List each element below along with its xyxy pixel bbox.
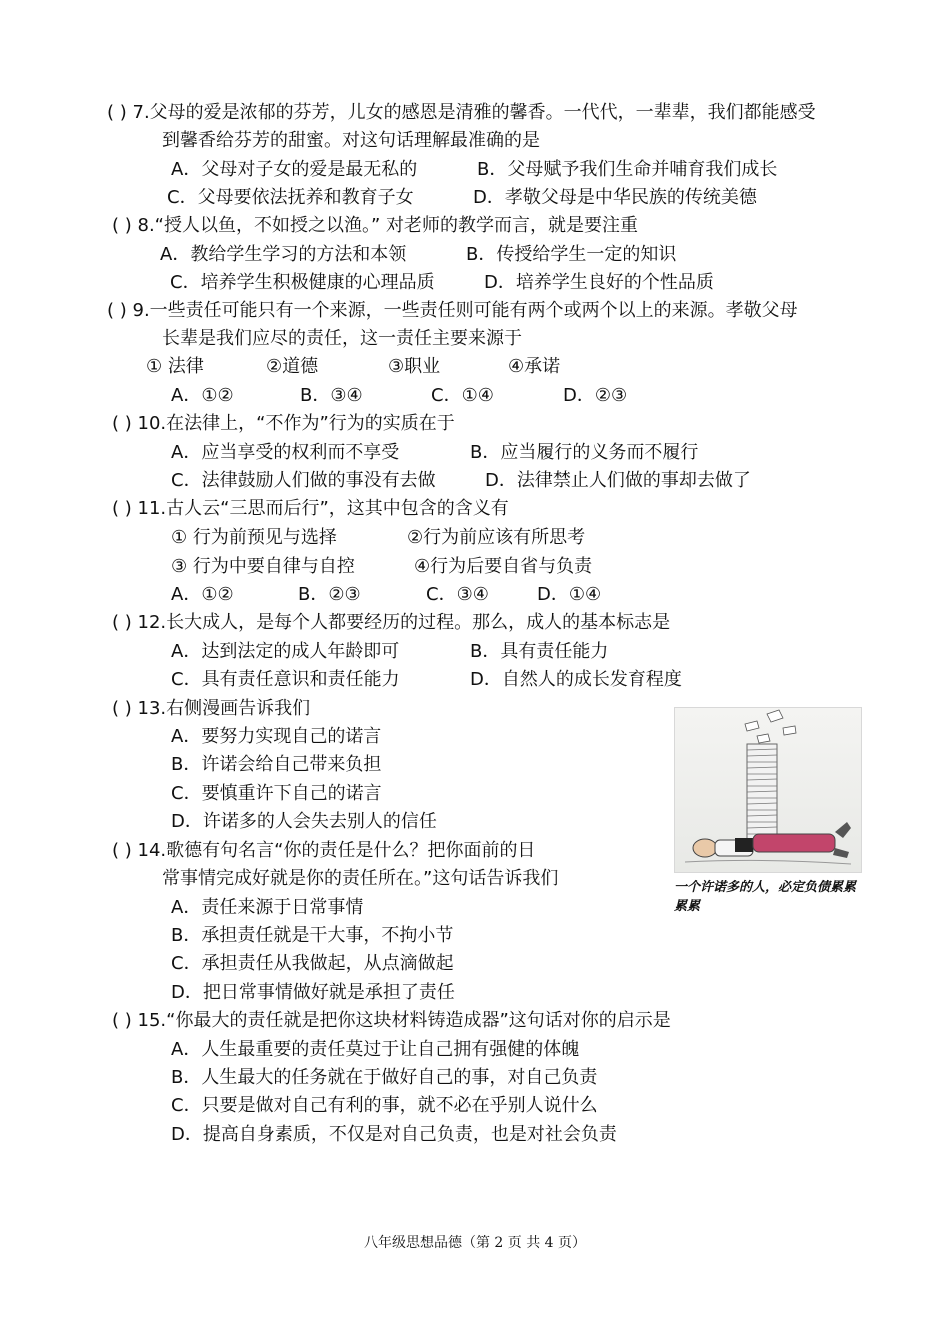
q14-option-c: C．承担责任从我做起，从点滴做起 (171, 953, 454, 974)
q9-item-3: ③职业 (388, 356, 441, 377)
q9-option-c: C．①④ (431, 385, 494, 406)
q8-option-a: A．教给学生学习的方法和本领 (160, 244, 407, 265)
cartoon-image (674, 707, 862, 873)
q8-option-b: B．传授给学生一定的知识 (466, 244, 677, 265)
q10-stem-line1: ( ) 10.在法律上，“不作为”行为的实质在于 (112, 413, 455, 434)
q12-option-a: A．达到法定的成人年龄即可 (171, 641, 400, 662)
q7-stem-line2: 到馨香给芬芳的甜蜜。对这句话理解最准确的是 (162, 130, 540, 151)
q10-option-b: B．应当履行的义务而不履行 (470, 442, 699, 463)
q11-item-1: ① 行为前预见与选择 (171, 527, 337, 548)
q13-option-b: B．许诺会给自己带来负担 (171, 754, 382, 775)
q13-option-d: D．许诺多的人会失去别人的信任 (171, 811, 437, 832)
q13-option-c: C．要慎重许下自己的诺言 (171, 783, 382, 804)
q15-option-a: A．人生最重要的责任莫过于让自己拥有强健的体魄 (171, 1039, 580, 1060)
q15-stem-line1: ( ) 15.“你最大的责任就是把你这块材料铸造成器”这句话对你的启示是 (112, 1010, 671, 1031)
q9-option-a: A．①② (171, 385, 234, 406)
q11-option-a: A．①② (171, 584, 234, 605)
q7-stem-line1: ( ) 7.父母的爱是浓郁的芬芳，儿女的感恩是清雅的馨香。一代代，一辈辈，我们都能感受 (107, 102, 816, 123)
page-footer: 八年级思想品德（第 2 页 共 4 页） (363, 1235, 587, 1251)
q14-option-a: A．责任来源于日常事情 (171, 897, 364, 918)
q9-option-d: D．②③ (563, 385, 628, 406)
q12-option-b: B．具有责任能力 (470, 641, 609, 662)
q14-option-d: D．把日常事情做好就是承担了责任 (171, 982, 455, 1003)
q15-option-d: D．提高自身素质，不仅是对自己负责，也是对社会负责 (171, 1124, 617, 1145)
q11-item-3: ③ 行为中要自律与自控 (171, 556, 355, 577)
q9-item-2: ②道德 (266, 356, 319, 377)
q10-option-c: C．法律鼓励人们做的事没有去做 (171, 470, 436, 491)
q11-option-c: C．③④ (426, 584, 489, 605)
q11-option-b: B．②③ (298, 584, 361, 605)
cartoon-drawing (675, 708, 861, 872)
q7-option-a: A．父母对子女的爱是最无私的 (171, 159, 418, 180)
q10-option-d: D．法律禁止人们做的事却去做了 (485, 470, 751, 491)
q15-option-b: B．人生最大的任务就在于做好自己的事，对自己负责 (171, 1067, 598, 1088)
q11-stem-line1: ( ) 11.古人云“三思而后行”，这其中包含的含义有 (112, 498, 509, 519)
q14-option-b: B．承担责任就是干大事，不拘小节 (171, 925, 454, 946)
q15-option-c: C．只要是做对自己有利的事，就不必在乎别人说什么 (171, 1095, 598, 1116)
q13-stem-line1: ( ) 13.右侧漫画告诉我们 (112, 698, 311, 719)
q8-option-c: C．培养学生积极健康的心理品质 (170, 272, 435, 293)
q11-item-4: ④行为后要自省与负责 (414, 556, 593, 577)
q13-option-a: A．要努力实现自己的诺言 (171, 726, 382, 747)
q9-stem-line1: ( ) 9.一些责任可能只有一个来源，一些责任则可能有两个或两个以上的来源。孝敬父母 (107, 300, 798, 321)
q9-item-1: ① 法律 (146, 356, 204, 377)
q12-stem-line1: ( ) 12.长大成人，是每个人都要经历的过程。那么，成人的基本标志是 (112, 612, 671, 633)
q10-option-a: A．应当享受的权利而不享受 (171, 442, 400, 463)
q7-option-d: D．孝敬父母是中华民族的传统美德 (473, 187, 757, 208)
cartoon-caption: 一个许诺多的人，必定负债累累累累 (674, 880, 857, 914)
q8-option-d: D．培养学生良好的个性品质 (484, 272, 714, 293)
q11-item-2: ②行为前应该有所思考 (407, 527, 586, 548)
q12-option-d: D．自然人的成长发育程度 (470, 669, 682, 690)
q8-stem-line1: ( ) 8.“授人以鱼，不如授之以渔。” 对老师的教学而言，就是要注重 (112, 215, 639, 236)
q7-option-b: B．父母赋予我们生命并哺育我们成长 (477, 159, 778, 180)
q14-stem-line1: ( ) 14.歌德有句名言“你的责任是什么？把你面前的日 (112, 840, 536, 861)
q9-option-b: B．③④ (300, 385, 363, 406)
q9-stem-line2: 长辈是我们应尽的责任，这一责任主要来源于 (162, 328, 522, 349)
q7-option-c: C．父母要依法抚养和教育子女 (167, 187, 414, 208)
q9-item-4: ④承诺 (508, 356, 561, 377)
q14-stem-line2: 常事情完成好就是你的责任所在。”这句话告诉我们 (162, 868, 559, 889)
q11-option-d: D．①④ (537, 584, 602, 605)
q12-option-c: C．具有责任意识和责任能力 (171, 669, 400, 690)
